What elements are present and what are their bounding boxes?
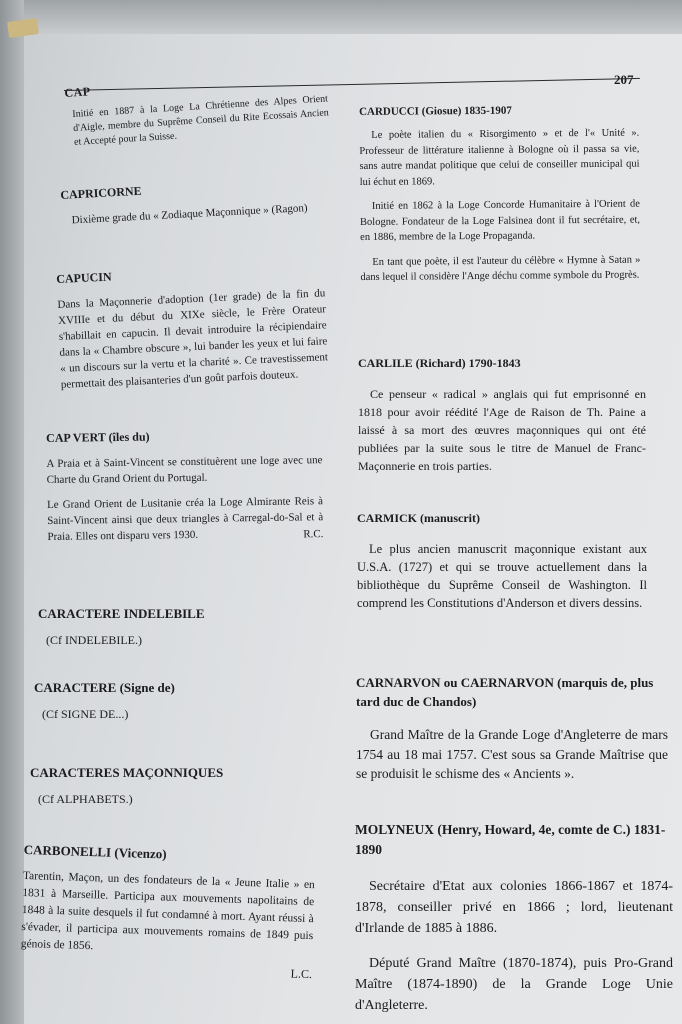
author-initials: L.C.	[290, 966, 313, 982]
book-spine	[0, 0, 24, 1024]
entry-title: CAP VERT (îles du)	[46, 429, 150, 445]
entry-caractere-indelebile	[38, 606, 318, 657]
running-header: CAP	[64, 84, 92, 100]
entry-cap-vert	[46, 427, 324, 544]
entry-title: CARBONELLI (Vicenzo)	[23, 842, 167, 862]
entry-paragraph: Initié en 1862 à la Loge Concorde Humanitaire à l'Orient de Bologne. Fondateur de la Loge Falsinea dont il fut secrétaire, et, en 1886, membre de la Loge Propaganda.	[359, 198, 641, 243]
entry-carbonelli	[20, 842, 316, 982]
entry-title: CARACTERE (Signe de)	[34, 680, 175, 695]
entry-title: CARMICK (manuscrit)	[357, 511, 480, 525]
entry-title: CARACTERE INDELEBILE	[38, 606, 205, 621]
entry-molyneux	[355, 820, 673, 1024]
page-shadow	[0, 0, 682, 34]
entry-paragraph: Dans la Maçonnerie d'adoption (1er grade) de la fin du XVIIIe et du début du XIXe siècle, le Frère Orateur s'habillait en capucin. Il devait introduire la récipiendaire dans la « Chambre obscure », lui bander les yeux et lui faire « un discours sur la vertu et la charité ». Ce travestissement permettait des plaisanteries d'un goût parfois douteux.	[57, 287, 329, 391]
entry-la-chretienne	[72, 92, 331, 159]
entry-caractere-signe	[34, 680, 318, 731]
entry-paragraph: Secrétaire d'Etat aux colonies 1866-1867 et 1874-1878, conseiller privé en 1866 ; lord, lieutenant d'Irlande de 1885 à 1886.	[355, 879, 673, 936]
entry-paragraph: A Praia et à Saint-Vincent se constituèrent une loge avec une Charte du Grand Orient du Portugal.	[46, 454, 323, 486]
entry-carmick	[357, 511, 647, 621]
entry-title: MOLYNEUX (Henry, Howard, 4e, comte de C.) 1831-1890	[355, 822, 666, 857]
entry-paragraph: Tarentin, Maçon, un des fondateurs de la « Jeune Italie » en 1831 à Marseille. Participa aux mouvements napolitains de 1848 à la suite desquels il fut condamné à mort. Ayant réussi à s'évader, il participa aux mouvements romains de 1849 puis génois de 1856.	[20, 869, 315, 953]
entry-caracteres-maconniques	[30, 765, 320, 816]
entry-paragraph: Le plus ancien manuscrit maçonnique existant aux U.S.A. (1727) et qui se trouve actuellement dans la bibliothèque du Suprême Conseil de Washington. Il comprend les Constitutions d'Anderson et divers dessins.	[357, 542, 647, 610]
entry-title: CARACTERES MAÇONNIQUES	[30, 765, 224, 780]
entry-paragraph: (Cf INDELEBILE.)	[46, 633, 142, 647]
entry-capricorne	[60, 174, 328, 238]
entry-title: CARLILE (Richard) 1790-1843	[358, 356, 521, 370]
entry-capucin	[56, 260, 329, 402]
entry-title: CAPUCIN	[56, 269, 112, 286]
entry-paragraph: Le poète italien du « Risorgimento » et de l'« Unité ». Professeur de littérature italienne à Bologne où il passa sa vie, sans autre mandat politique que celui de conseiller municipal qui lui échut en 1869.	[359, 127, 640, 188]
entry-title: CARNARVON ou CAERNARVON (marquis de, plus tard duc de Chandos)	[356, 675, 654, 709]
entry-paragraph: Initié en 1887 à la Loge La Chrétienne des Alpes Orient d'Aigle, membre du Suprême Conseil du Rite Ecossais Ancien et Accepté pour la Suisse.	[72, 93, 330, 148]
entry-paragraph: Ce penseur « radical » anglais qui fut emprisonné en 1818 pour avoir réédité l'Age de Raison de Th. Paine a laissé à sa mort des œuvres maçonniques qui ont été publiées par la suite sous le titre de Manuel de Franc-Maçonnerie en trois parties.	[358, 387, 646, 473]
entry-title: CAPRICORNE	[60, 183, 142, 202]
entry-paragraph: (Cf SIGNE DE...)	[42, 707, 129, 721]
bookmark-tab	[7, 18, 39, 38]
entry-paragraph: Grand Maître de la Grande Loge d'Angleterre de mars 1754 au 18 mai 1757. C'est sous sa Grande Maîtrise que se produisit le schisme des « Ancients ».	[356, 727, 668, 781]
entry-carducci	[359, 104, 641, 295]
entry-paragraph: En tant que poète, il est l'auteur du célèbre « Hymne à Satan » dans lequel il considère l'Ange déchu comme symbole du Progrès.	[360, 254, 641, 283]
entry-title: CARDUCCI (Giosue) 1835-1907	[359, 104, 512, 118]
entry-paragraph: Député Grand Maître (1870-1874), puis Pro-Grand Maître (1874-1890) de la Grande Loge Unie d'Angleterre.	[355, 956, 673, 1013]
entry-paragraph: Dixième grade du « Zodiaque Maçonnique » (Ragon)	[71, 202, 308, 227]
entry-carnarvon	[356, 673, 668, 793]
header-rule	[64, 78, 640, 91]
page-number: 207	[614, 72, 634, 87]
entry-paragraph: Le Grand Orient de Lusitanie créa la Loge Almirante Reis à Saint-Vincent ainsi que deux triangles à Carregal-do-Sal et à Praia. Elles ont disparu vers 1930.	[46, 495, 324, 543]
entry-carlile	[358, 356, 646, 484]
entry-paragraph: (Cf ALPHABETS.)	[38, 792, 133, 806]
author-initials: R.C.	[303, 528, 324, 541]
